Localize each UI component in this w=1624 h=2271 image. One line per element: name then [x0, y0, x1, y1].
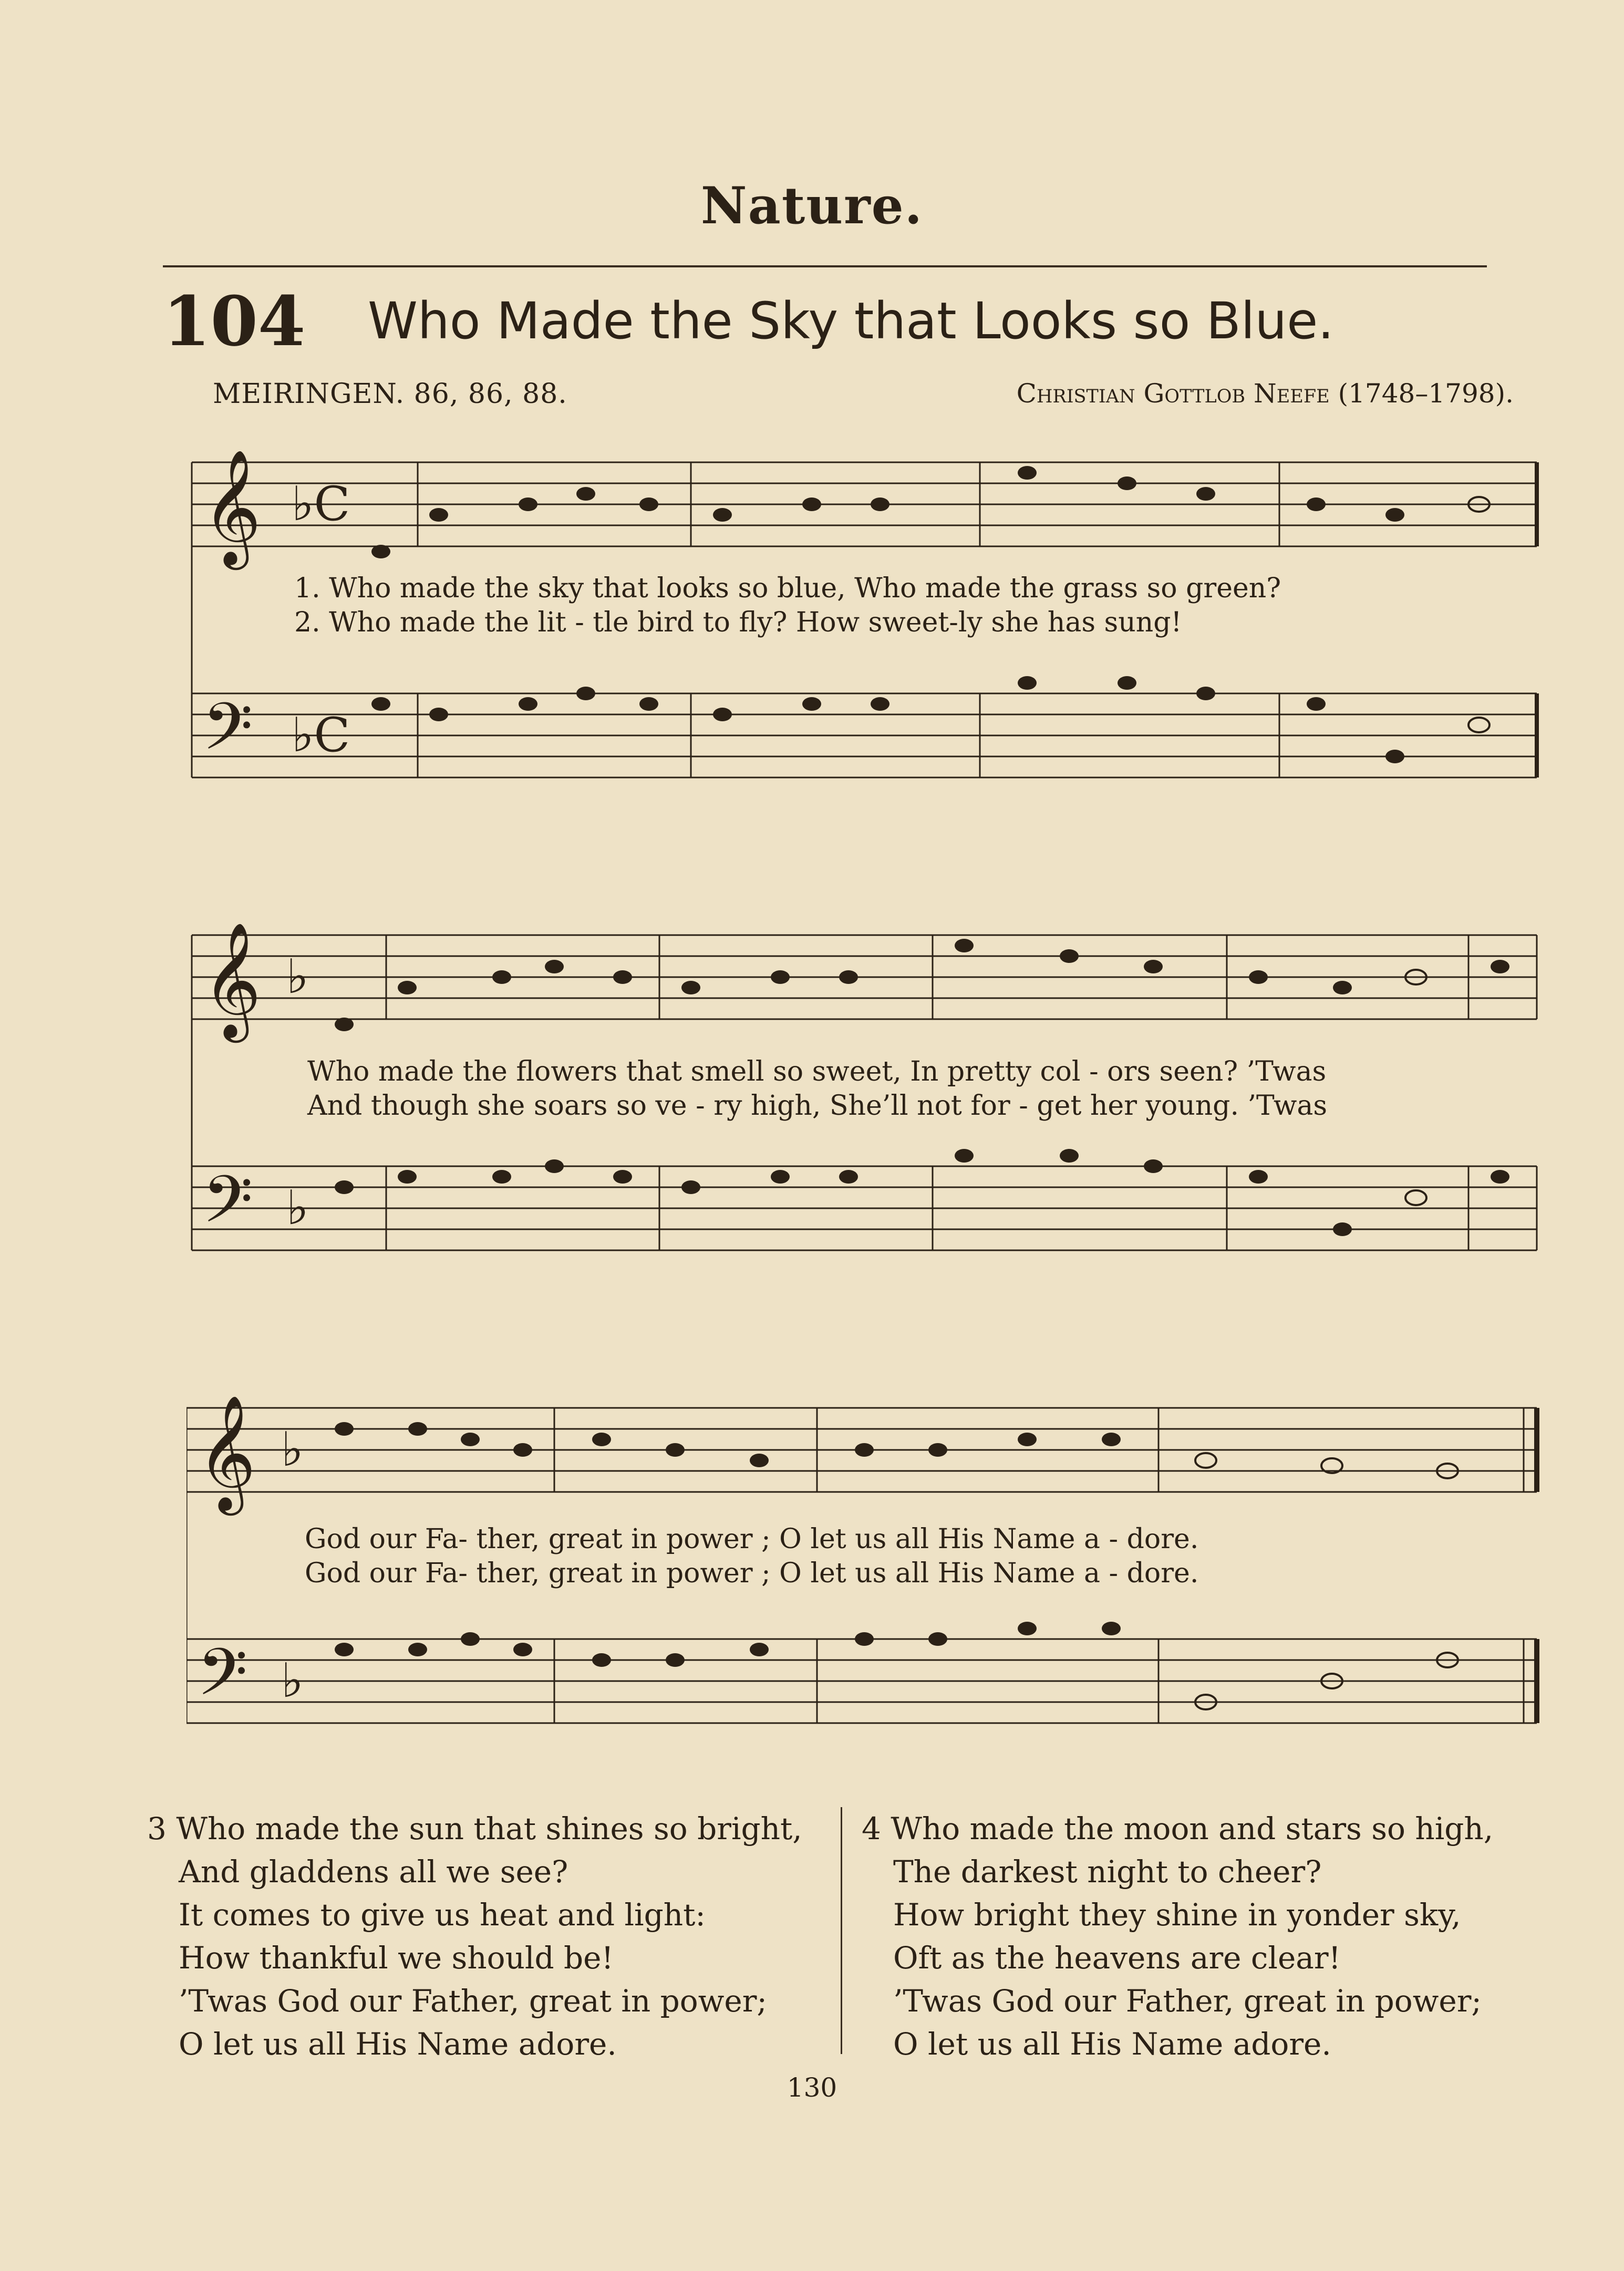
svg-text:♭: ♭	[281, 1653, 304, 1708]
lyric-line-verse-2: God our Fa- ther, great in power ; O let us all His Name a - dore.	[305, 1558, 1199, 1589]
section-title: Nature.	[700, 176, 924, 235]
hymn-number: 104	[163, 281, 306, 361]
verse-line: 3 Who made the sun that shines so bright,	[147, 1811, 802, 1847]
svg-text:♭: ♭	[286, 1180, 309, 1236]
verse-line: O let us all His Name adore.	[893, 2026, 1331, 2062]
verse-line: 4 Who made the moon and stars so high,	[862, 1811, 1494, 1847]
svg-text:𝄢: 𝄢	[202, 689, 253, 781]
verse-4	[862, 1807, 1529, 2066]
verse-line: Oft as the heavens are clear!	[893, 1940, 1341, 1976]
verse-line: ’Twas God our Father, great in power;	[893, 1983, 1482, 2019]
composer-credit: Christian Gottlob Neefe (1748–1798).	[1016, 378, 1514, 409]
verse-line: O let us all His Name adore.	[179, 2026, 617, 2062]
lyric-line-verse-1: Who made the flowers that smell so sweet, In pretty col - ors seen? ’Twas	[307, 1056, 1327, 1087]
svg-text:♭: ♭	[286, 949, 309, 1004]
verse-line: The darkest night to cheer?	[893, 1854, 1322, 1890]
page-number: 130	[787, 2072, 837, 2103]
svg-text:𝄞: 𝄞	[202, 921, 262, 1038]
svg-text:♭: ♭	[281, 1422, 304, 1477]
lyric-line-verse-1: 1. Who made the sky that looks so blue, Who made the grass so green?	[294, 573, 1281, 604]
verse-line: How bright they shine in yonder sky,	[893, 1897, 1461, 1933]
additional-verses	[147, 1807, 1529, 2080]
verse-line: And gladdens all we see?	[179, 1854, 568, 1890]
verse-line: How thankful we should be!	[179, 1940, 614, 1976]
svg-text:𝄞: 𝄞	[202, 449, 262, 565]
verse-line: It comes to give us heat and light:	[179, 1897, 706, 1933]
lyric-line-verse-2: And though she soars so ve - ry high, She’ll not for - get her young. ’Twas	[307, 1090, 1328, 1122]
hymn-title: Who Made the Sky that Looks so Blue.	[368, 292, 1334, 350]
verse-3	[147, 1807, 814, 2066]
lyric-line-verse-2: 2. Who made the lit - tle bird to fly? How sweet-ly she has sung!	[294, 607, 1182, 638]
music-system-2	[187, 893, 1547, 1271]
svg-text:♭C: ♭C	[292, 708, 350, 763]
verse-line: ’Twas God our Father, great in power;	[179, 1983, 767, 2019]
svg-text:𝄢: 𝄢	[197, 1635, 248, 1726]
lyric-line-verse-1: God our Fa- ther, great in power ; O let us all His Name a - dore.	[305, 1523, 1199, 1555]
music-system-3	[187, 1366, 1547, 1765]
svg-text:𝄢: 𝄢	[202, 1162, 253, 1253]
header-rule	[163, 265, 1487, 267]
tune-name: MEIRINGEN. 86, 86, 88.	[213, 378, 567, 410]
svg-text:𝄞: 𝄞	[197, 1394, 256, 1510]
verse-divider	[841, 1807, 842, 2054]
music-system-1	[187, 420, 1547, 799]
svg-text:♭C: ♭C	[292, 476, 350, 532]
